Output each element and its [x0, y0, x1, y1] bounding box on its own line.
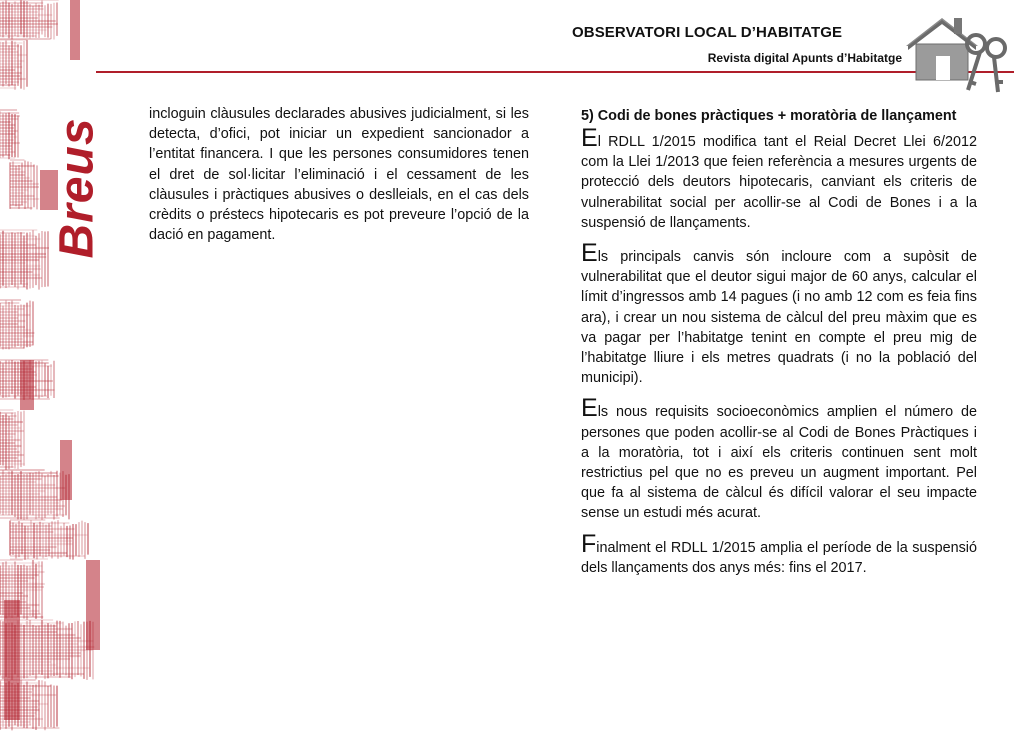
header-divider: [96, 71, 1014, 73]
pattern-block: [86, 560, 100, 650]
section-label-breus: Breus: [50, 117, 104, 259]
pattern-block: [70, 0, 80, 60]
header-title: OBSERVATORI LOCAL D’HABITATGE: [572, 24, 843, 41]
drop-cap: E: [581, 124, 598, 152]
drop-cap: F: [581, 529, 597, 558]
pattern-block: [20, 360, 34, 410]
drop-cap: E: [581, 239, 598, 268]
house-keys-logo: [898, 12, 1018, 96]
pattern-block: [4, 600, 20, 720]
drop-cap: E: [581, 394, 598, 423]
header-subtitle: Revista digital Apunts d’Habitatge: [707, 51, 902, 65]
paragraph-3: Els nous requisits socioeconòmics amplien el número de persones que poden acollir-se al Codi de Bones Pràctiques i a la moratòria, tot i així els criteris continuen sent molt restrictius pel que no es preveu un augment important. Pel que fa al sistema de càlcul és difícil valorar el seu impacte sense un estudi més acurat.: [581, 394, 977, 522]
pattern-block: [60, 440, 72, 500]
right-column: [581, 106, 977, 590]
paragraph-4: Finalment el RDLL 1/2015 amplia el període de la suspensió dels llançaments dos anys més: fins el 2017.: [581, 529, 977, 576]
paragraph-2: Els principals canvis són incloure com a supòsit de vulnerabilitat que el deutor sigui major de 60 anys, calcular el límit d’ingressos amb 14 pagues (i no amb 12 com es feia fins ara), i crear un nou sistema de càlcul del preu màxim que es va pagar per l’habitatge tenint en compte el preu mig de l’habitatge lliure i els metres quadrats (i no la població del municipi).: [581, 239, 977, 387]
left-column-text: incloguin clàusules declarades abusives judicialment, si les detecta, d’ofici, pot iniciar un expedient sancionador a l’entitat financera. I que les persones consumidores tenen el dret de sol·licitar l’eliminació i el cessament de les clàusules i pràctiques abusives o deslleials, en el cas dels crèdits o préstecs hipotecaris es pot preveure l’opció de la dació en pagament.: [149, 106, 529, 244]
section-heading: 5) Codi de bones pràctiques + moratòria de llançament: [581, 108, 957, 124]
paragraph-1: El RDLL 1/2015 modifica tant el Reial Decret Llei 6/2012 com la Llei 1/2013 que feien referència a mesures urgents de protecció dels deutors hipotecaris, canviant els criteris de vulnerabilitat social per acollir-se al Codi de Bones i a la suspensió de llançaments.: [581, 124, 977, 231]
